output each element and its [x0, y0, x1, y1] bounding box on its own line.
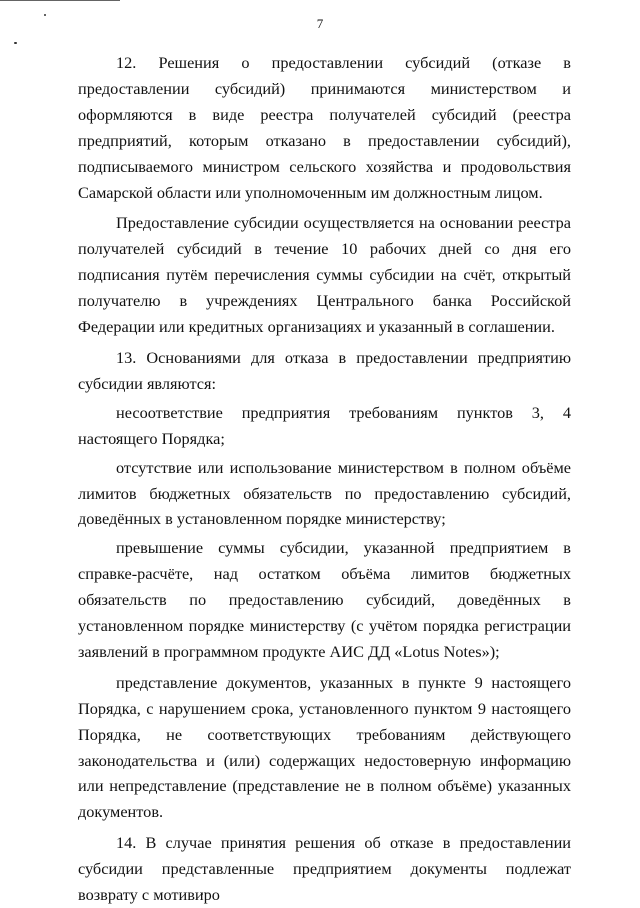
paragraph-14-return-documents: 14. В случае принятия решения об отказе в предоставлении субсидии представленные предприятием документы подлежат возврату с мотивиро: [78, 833, 571, 905]
page-number: 7: [316, 16, 324, 31]
scan-edge-line: [0, 0, 120, 1]
scan-speck: [14, 42, 17, 44]
paragraph-13-refusal-grounds: 13. Основаниями для отказа в предоставлении предприятию субсидии являются:: [78, 347, 571, 393]
list-item-documents-violation: представление документов, указанных в пункте 9 настоящего Порядка, с нарушением срока, установленного пунктом 9 настоящего Порядка, не соответствующих требованиям действующего законодательства и (или) содержащих недостоверную информацию или непредставление (представление не в полном объёме) указанных документов.: [78, 672, 571, 822]
list-item-limits-exhausted: отсутствие или использование министерством в полном объёме лимитов бюджетных обязательств по предоставлению субсидий, доведённых в установленном порядке министерству;: [78, 457, 571, 529]
list-item-noncompliance: несоответствие предприятия требованиям пунктов 3, 4 настоящего Порядка;: [78, 402, 571, 448]
list-item-amount-exceeded: превышение суммы субсидии, указанной предприятием в справке-расчёте, над остатком объёма лимитов бюджетных обязательств по предоставлению субсидий, доведённых в установленном порядке министерству (с учётом порядка регистрации заявлений в программном продукте АИС ДД «Lotus Notes»);: [78, 538, 571, 661]
document-body: [78, 50, 571, 908]
paragraph-12-decision: 12. Решения о предоставлении субсидий (отказе в предоставлении субсидий) принимаются министерством и оформляются в виде реестра получателей субсидий (реестра предприятий, которым отказано в предоставлении субсидий), подписываемого министром сельского хозяйства и продовольствия Самарской области или уполномоченным им должностным лицом.: [78, 53, 571, 202]
paragraph-subsidy-transfer: Предоставление субсидии осуществляется на основании реестра получателей субсидий в течение 10 рабочих дней со дня его подписания путём перечисления суммы субсидии на счёт, открытый получателю в учреждениях Центрального банка Российской Федерации или кредитных организациях и указанный в соглашении.: [78, 213, 571, 337]
